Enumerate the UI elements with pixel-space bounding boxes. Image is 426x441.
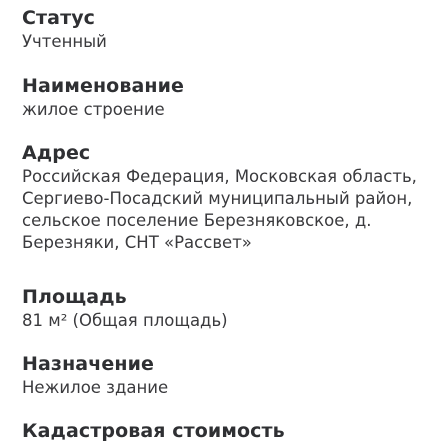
address-field bbox=[22, 141, 418, 254]
address-label: Адрес bbox=[22, 142, 91, 164]
purpose-label: Назначение bbox=[22, 353, 154, 375]
area-label: Площадь bbox=[22, 286, 127, 308]
status-value: Учтенный bbox=[22, 32, 107, 51]
name-value: жилое строение bbox=[22, 100, 165, 119]
cadastral-value-label: Кадастровая стоимость bbox=[22, 420, 285, 441]
cadastral-value-field bbox=[22, 419, 418, 441]
name-label: Наименование bbox=[22, 75, 185, 97]
status-field bbox=[22, 6, 418, 53]
purpose-value: Нежилое здание bbox=[22, 378, 169, 397]
address-value: Российская Федерация, Московская область, Сергиево-Посадский муниципальный район, сельское поселение Березняковское, д. Березняки, СНТ «Рассвет» bbox=[22, 167, 417, 252]
area-value: 81 м² (Общая площадь) bbox=[22, 311, 228, 330]
purpose-field bbox=[22, 352, 418, 399]
name-field bbox=[22, 74, 418, 121]
area-field bbox=[22, 285, 418, 332]
status-label: Статус bbox=[22, 7, 96, 29]
